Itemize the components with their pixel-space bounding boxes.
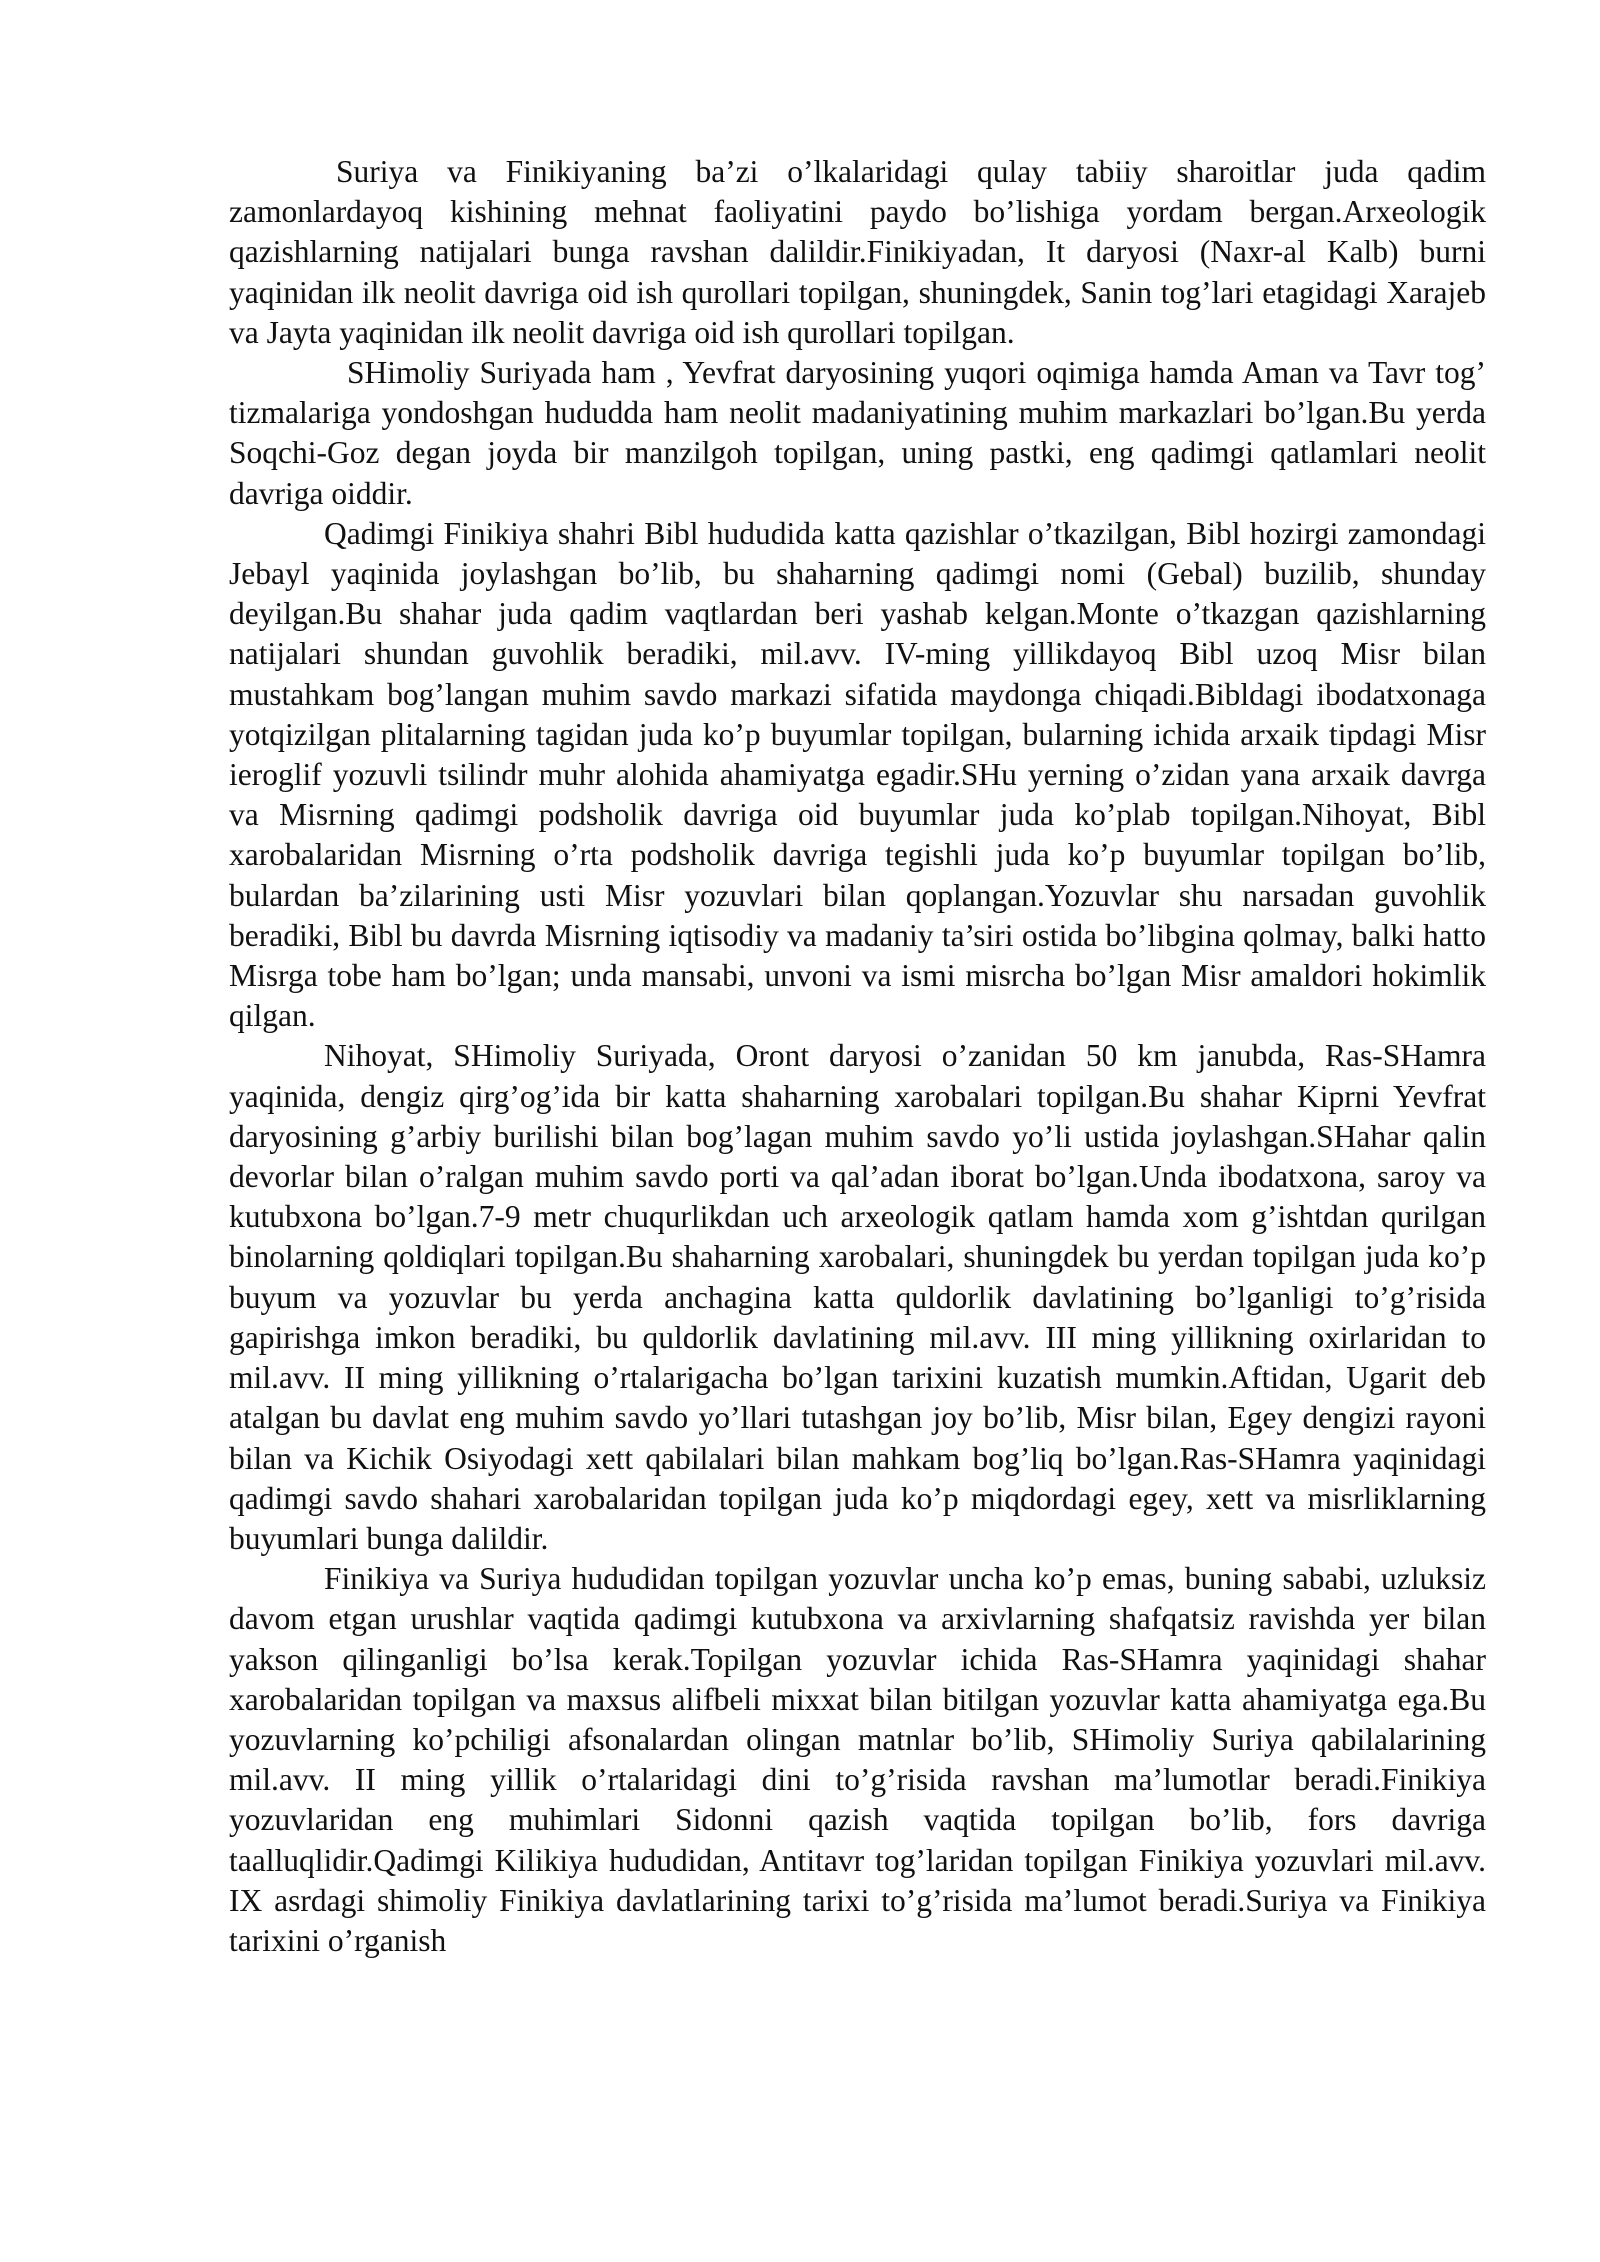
paragraph-4: Nihoyat, SHimoliy Suriyada, Oront daryosi o’zanidan 50 km janubda, Ras-SHamra yaqinida, dengiz qirg’og’ida bir katta shaharning xarobalari topilgan.Bu shahar Kiprni Yevfrat daryosining g’arbiy burilishi bilan bog’lagan muhim savdo yo’li ustida joylashgan.SHahar qalin devorlar bilan o’ralgan muhim savdo porti va qal’adan iborat bo’lgan.Unda ibodatxona, saroy va kutubxona bo’lgan.7-9 metr chuqurlikdan uch arxeologik qatlam hamda xom g’ishtdan qurilgan binolarning qoldiqlari topilgan.Bu shaharning xarobalari, shuningdek bu yerdan topilgan juda ko’p buyum va yozuvlar bu yerda anchagina katta quldorlik davlatining bo’lganligi to’g’risida gapirishga imkon beradiki, bu quldorlik davlatining mil.avv. III ming yillikning oxirlaridan to mil.avv. II ming yillikning o’rtalarigacha bo’lgan tarixini kuzatish mumkin.Aftidan, Ugarit deb atalgan bu davlat eng muhim savdo yo’llari tutashgan joy bo’lib, Misr bilan, Egey dengizi rayoni bilan va Kichik Osiyodagi xett qabilalari bilan mahkam bog’liq bo’lgan.Ras-SHamra yaqinidagi qadimgi savdo shahari xarobalaridan topilgan juda ko’p miqdordagi egey, xett va misrliklarning buyumlari bunga dalildir. xyxy=(229,1038,1486,1556)
paragraph-3: Qadimgi Finikiya shahri Bibl hududida katta qazishlar o’tkazilgan, Bibl hozirgi zamondagi Jebayl yaqinida joylashgan bo’lib, bu shaharning qadimgi nomi (Gebal) buzilib, shunday deyilgan.Bu shahar juda qadim vaqtlardan beri yashab kelgan.Monte o’tkazgan qazishlarning natijalari shundan guvohlik beradiki, mil.avv. IV-ming yillikdayoq Bibl uzoq Misr bilan mustahkam bog’langan muhim savdo markazi sifatida maydonga chiqadi.Bibldagi ibodatxonaga yotqizilgan plitalarning tagidan juda ko’p buyumlar topilgan, bularning ichida arxaik tipdagi Misr ieroglif yozuvli tsilindr muhr alohida ahamiyatga egadir.SHu yerning o’zidan yana arxaik davrga va Misrning qadimgi podsholik davriga oid buyumlar juda ko’plab topilgan.Nihoyat, Bibl xarobalaridan Misrning o’rta podsholik davriga tegishli juda ko’p buyumlar topilgan bo’lib, bulardan ba’zilarining usti Misr yozuvlari bilan qoplangan.Yozuvlar shu narsadan guvohlik beradiki, Bibl bu davrda Misrning iqtisodiy va madaniy ta’siri ostida bo’libgina qolmay, balki hatto Misrga tobe ham bo’lgan; unda mansabi, unvoni va ismi misrcha bo’lgan Misr amaldori hokimlik qilgan. xyxy=(229,515,1486,1034)
paragraph-1: Suriya va Finikiyaning ba’zi o’lkalaridagi qulay tabiiy sharoitlar juda qadim zamonlardayoq kishining mehnat faoliyatini paydo bo’lishiga yordam bergan.Arxeologik qazishlarning natijalari bunga ravshan dalildir.Finikiyadan, It daryosi (Naxr-al Kalb) burni yaqinidan ilk neolit davriga oid ish qurollari topilgan, shuningdek, Sanin tog’lari etagidagi Xarajeb va Jayta yaqinidan ilk neolit davriga oid ish qurollari topilgan. xyxy=(229,154,1486,350)
paragraph-2: SHimoliy Suriyada ham , Yevfrat daryosining yuqori oqimiga hamda Aman va Tavr tog’ tizmalariga yondoshgan hududda ham neolit madaniyatining muhim markazlari bo’lgan.Bu yerda Soqchi-Goz degan joyda bir manzilgoh topilgan, uning pastki, eng qadimgi qatlamlari neolit davriga oiddir. xyxy=(229,355,1486,511)
paragraph-5: Finikiya va Suriya hududidan topilgan yozuvlar uncha ko’p emas, buning sababi, uzluksiz davom etgan urushlar vaqtida qadimgi kutubxona va arxivlarning shafqatsiz ravishda yer bilan yakson qilinganligi bo’lsa kerak.Topilgan yozuvlar ichida Ras-SHamra yaqinidagi shahar xarobalaridan topilgan va maxsus alifbeli mixxat bilan bitilgan yozuvlar katta ahamiyatga ega.Bu yozuvlarning ko’pchiligi afsonalardan olingan matnlar bo’lib, SHimoliy Suriya qabilalarining mil.avv. II ming yillik o’rtalaridagi dini to’g’risida ravshan ma’lumotlar beradi.Finikiya yozuvlaridan eng muhimlari Sidonni qazish vaqtida topilgan bo’lib, fors davriga taalluqlidir.Qadimgi Kilikiya hududidan, Antitavr tog’laridan topilgan Finikiya yozuvlari mil.avv. IX asrdagi shimoliy Finikiya davlatlarining tarixi to’g’risida ma’lumot beradi.Suriya va Finikiya tarixini o’rganish xyxy=(229,1561,1486,1958)
body-text xyxy=(229,152,1486,1961)
